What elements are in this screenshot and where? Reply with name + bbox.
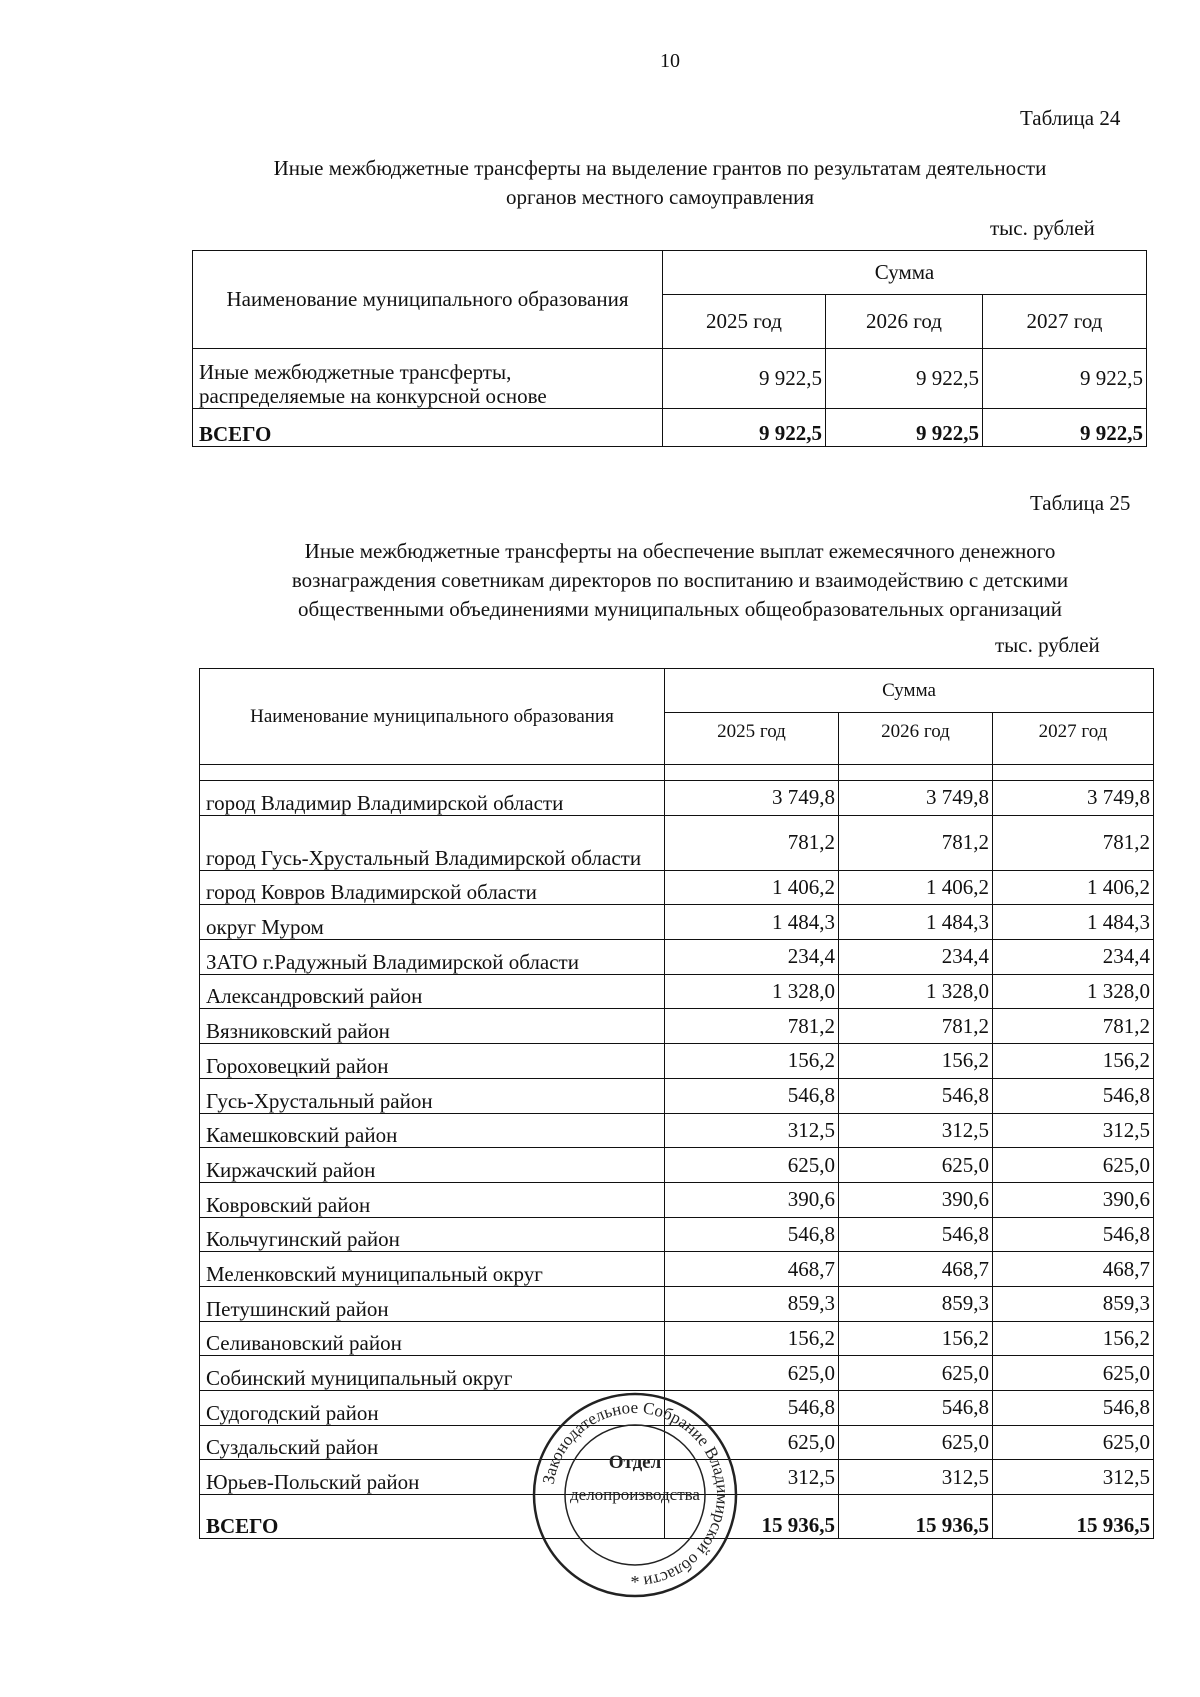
table-24-title-line: Иные межбюджетные трансферты на выделение грантов по результатам деятельности	[273, 156, 1047, 180]
row-name: Кольчугинский район	[200, 1217, 665, 1252]
value-2025: 781,2	[665, 1009, 839, 1044]
row-name: Юрьев-Польский район	[200, 1460, 665, 1495]
value-2025: 625,0	[665, 1356, 839, 1391]
total-2027: 15 936,5	[993, 1495, 1154, 1539]
total-row	[193, 409, 1147, 447]
row-name: Гороховецкий район	[200, 1044, 665, 1079]
value-2027: 468,7	[993, 1252, 1154, 1287]
table-row	[200, 781, 1154, 816]
table-row	[200, 1078, 1154, 1113]
year-header: 2026 год	[826, 295, 983, 349]
value-2027: 546,8	[993, 1391, 1154, 1426]
value-2027: 546,8	[993, 1078, 1154, 1113]
value-2027: 156,2	[993, 1044, 1154, 1079]
value-2026: 468,7	[839, 1252, 993, 1287]
table-row	[200, 1460, 1154, 1495]
value-2025: 1 328,0	[665, 974, 839, 1009]
total-2027: 9 922,5	[983, 409, 1147, 447]
value-2027: 625,0	[993, 1356, 1154, 1391]
value-2025: 3 749,8	[665, 781, 839, 816]
value-2027: 312,5	[993, 1113, 1154, 1148]
table-24-label: Таблица 24	[1020, 106, 1121, 130]
table-row	[200, 1286, 1154, 1321]
table-row	[200, 940, 1154, 975]
total-2025: 9 922,5	[663, 409, 826, 447]
value-2026: 234,4	[839, 940, 993, 975]
table-row	[193, 349, 1147, 409]
value-2026: 1 484,3	[839, 905, 993, 940]
table-row	[200, 1356, 1154, 1391]
row-name: Камешковский район	[200, 1113, 665, 1148]
value-2025: 234,4	[665, 940, 839, 975]
value-2025: 625,0	[665, 1425, 839, 1460]
value-2027: 859,3	[993, 1286, 1154, 1321]
value-2027: 9 922,5	[983, 349, 1147, 409]
value-2025: 1 484,3	[665, 905, 839, 940]
table-row	[200, 974, 1154, 1009]
value-2027: 3 749,8	[993, 781, 1154, 816]
row-name: Вязниковский район	[200, 1009, 665, 1044]
value-2026: 625,0	[839, 1148, 993, 1183]
sum-header: Сумма	[665, 669, 1154, 713]
value-2026: 546,8	[839, 1078, 993, 1113]
row-name: Иные межбюджетные трансферты, распределяемые на конкурсной основе	[193, 349, 663, 409]
table-row	[200, 1009, 1154, 1044]
table-25-body	[200, 765, 1154, 1495]
value-2026: 859,3	[839, 1286, 993, 1321]
table-row	[200, 1321, 1154, 1356]
value-2027: 312,5	[993, 1460, 1154, 1495]
value-2025: 546,8	[665, 1391, 839, 1426]
table-25-title-line: вознаграждения советникам директоров по воспитанию и взаимодействию с детскими	[291, 568, 1069, 592]
table-25-title	[180, 537, 1180, 624]
value-2026: 625,0	[839, 1356, 993, 1391]
value-2026: 156,2	[839, 1044, 993, 1079]
page-number: 10	[660, 50, 680, 72]
value-2025: 781,2	[665, 815, 839, 870]
row-name: Петушинский район	[200, 1286, 665, 1321]
value-2026: 781,2	[839, 815, 993, 870]
seal-center-line: Отдел	[608, 1452, 662, 1473]
value-2025: 546,8	[665, 1217, 839, 1252]
table-row	[200, 1044, 1154, 1079]
row-name: Собинский муниципальный округ	[200, 1356, 665, 1391]
total-2026: 9 922,5	[826, 409, 983, 447]
name-column-header: Наименование муниципального образования	[193, 251, 663, 349]
value-2025: 468,7	[665, 1252, 839, 1287]
row-name: Селивановский район	[200, 1321, 665, 1356]
row-name: город Гусь-Хрустальный Владимирской области	[200, 815, 665, 870]
table-row	[200, 1425, 1154, 1460]
table-24-title-line: органов местного самоуправления	[505, 185, 815, 209]
value-2026: 3 749,8	[839, 781, 993, 816]
seal-ring-text: Законодательное Собрание Владимирской области	[538, 1397, 733, 1592]
value-2027: 1 406,2	[993, 870, 1154, 905]
row-name: Суздальский район	[200, 1425, 665, 1460]
year-header: 2026 год	[839, 713, 993, 765]
table-row	[200, 1217, 1154, 1252]
value-2026: 546,8	[839, 1391, 993, 1426]
value-2027: 625,0	[993, 1148, 1154, 1183]
total-label: ВСЕГО	[200, 1495, 665, 1539]
value-2027: 781,2	[993, 1009, 1154, 1044]
value-2025: 312,5	[665, 1460, 839, 1495]
table-row	[200, 1391, 1154, 1426]
value-2027: 546,8	[993, 1217, 1154, 1252]
value-2025: 390,6	[665, 1182, 839, 1217]
value-2026: 1 328,0	[839, 974, 993, 1009]
table-row	[200, 905, 1154, 940]
value-2025: 156,2	[665, 1044, 839, 1079]
table-row	[200, 1252, 1154, 1287]
name-column-header: Наименование муниципального образования	[200, 669, 665, 765]
value-2026: 1 406,2	[839, 870, 993, 905]
row-name: ЗАТО г.Радужный Владимирской области	[200, 940, 665, 975]
value-2027: 390,6	[993, 1182, 1154, 1217]
table-row	[200, 1182, 1154, 1217]
empty-cell	[839, 765, 993, 781]
value-2026: 312,5	[839, 1460, 993, 1495]
table-row	[200, 870, 1154, 905]
value-2026: 390,6	[839, 1182, 993, 1217]
row-name: город Владимир Владимирской области	[200, 781, 665, 816]
value-2027: 1 484,3	[993, 905, 1154, 940]
row-name: город Ковров Владимирской области	[200, 870, 665, 905]
value-2025: 1 406,2	[665, 870, 839, 905]
total-2026: 15 936,5	[839, 1495, 993, 1539]
value-2026: 312,5	[839, 1113, 993, 1148]
row-name: Александровский район	[200, 974, 665, 1009]
year-header: 2027 год	[983, 295, 1147, 349]
empty-cell	[665, 765, 839, 781]
table-row	[200, 1113, 1154, 1148]
row-name: Меленковский муниципальный округ	[200, 1252, 665, 1287]
value-2027: 781,2	[993, 815, 1154, 870]
value-2026: 156,2	[839, 1321, 993, 1356]
total-2025: 15 936,5	[665, 1495, 839, 1539]
row-name: Гусь-Хрустальный район	[200, 1078, 665, 1113]
table-24-units: тыс. рублей	[990, 216, 1095, 240]
table-row	[200, 1148, 1154, 1183]
table-24	[192, 250, 1147, 447]
value-2025: 859,3	[665, 1286, 839, 1321]
table-row	[200, 815, 1154, 870]
value-2025: 9 922,5	[663, 349, 826, 409]
table-25-title-line: Иные межбюджетные трансферты на обеспечение выплат ежемесячного денежного	[304, 539, 1056, 563]
year-header: 2027 год	[993, 713, 1154, 765]
row-name: Киржачский район	[200, 1148, 665, 1183]
value-2027: 1 328,0	[993, 974, 1154, 1009]
empty-cell	[993, 765, 1154, 781]
row-name: Ковровский район	[200, 1182, 665, 1217]
value-2027: 156,2	[993, 1321, 1154, 1356]
year-header: 2025 год	[665, 713, 839, 765]
year-header: 2025 год	[663, 295, 826, 349]
empty-cell	[200, 765, 665, 781]
table-25-label: Таблица 25	[1030, 491, 1131, 515]
value-2026: 546,8	[839, 1217, 993, 1252]
header-gap-row	[200, 765, 1154, 781]
row-name: округ Муром	[200, 905, 665, 940]
table-25-title-line: общественными объединениями муниципальных общеобразовательных организаций	[298, 597, 1062, 621]
sum-header: Сумма	[663, 251, 1147, 295]
value-2026: 9 922,5	[826, 349, 983, 409]
seal-center-line: делопроизводства	[570, 1485, 700, 1504]
value-2026: 625,0	[839, 1425, 993, 1460]
value-2026: 781,2	[839, 1009, 993, 1044]
total-label: ВСЕГО	[193, 409, 663, 447]
table-25-units: тыс. рублей	[995, 633, 1100, 657]
value-2027: 625,0	[993, 1425, 1154, 1460]
table-25	[199, 668, 1154, 1539]
row-name: Судогодский район	[200, 1391, 665, 1426]
value-2025: 156,2	[665, 1321, 839, 1356]
value-2025: 312,5	[665, 1113, 839, 1148]
seal-star: *	[630, 1572, 640, 1592]
value-2025: 546,8	[665, 1078, 839, 1113]
table-24-title	[160, 154, 1160, 212]
value-2025: 625,0	[665, 1148, 839, 1183]
value-2027: 234,4	[993, 940, 1154, 975]
total-row	[200, 1495, 1154, 1539]
